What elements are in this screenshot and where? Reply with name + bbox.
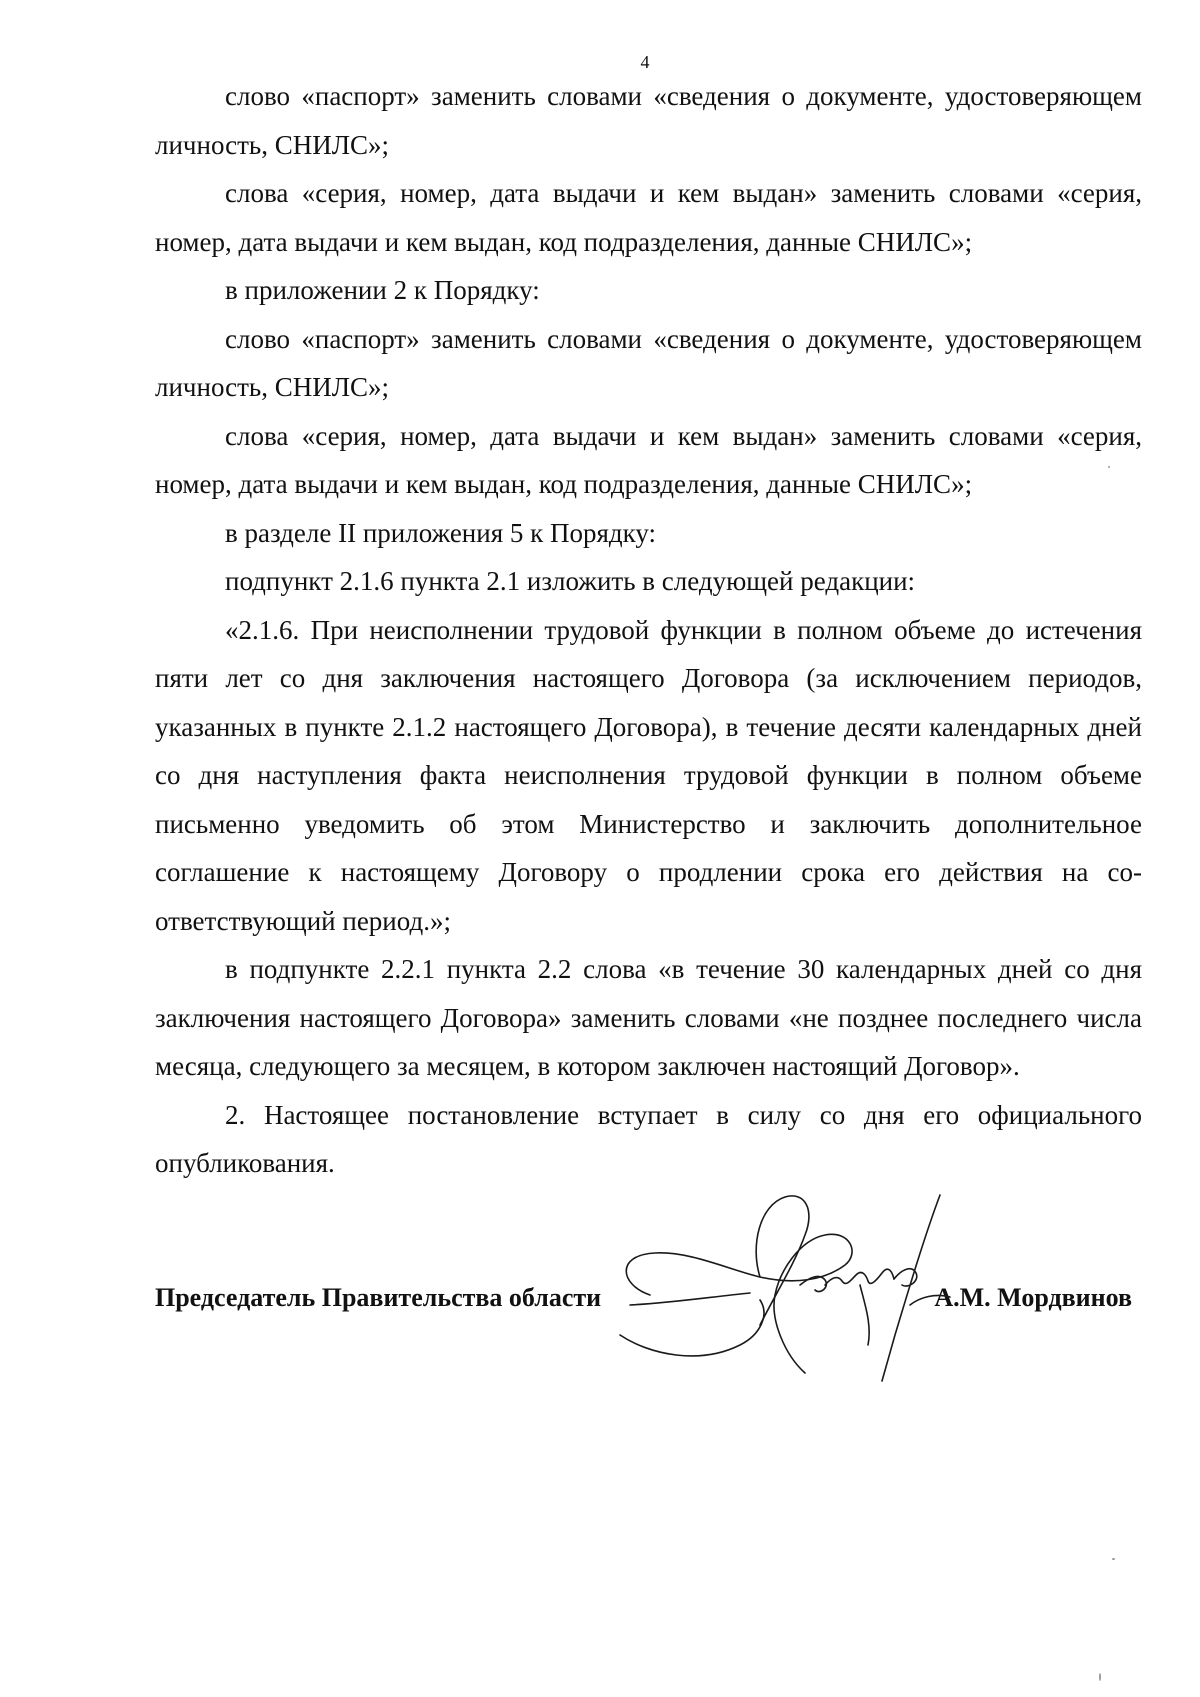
paragraph-5: слова «серия, номер, дата выдачи и кем выдан» заменить словами «серия, номер, дата выдачи и кем выдан, код подразделения, данные СНИЛС»; xyxy=(155,420,1142,499)
document-body xyxy=(155,72,1142,1188)
signatory-name: А.М. Мордвинов xyxy=(934,1283,1132,1312)
paragraph-10: 2. Настоящее постановление вступает в силу со дня его официального опубликования. xyxy=(155,1099,1142,1178)
page-number: 4 xyxy=(640,52,650,72)
paragraph-2: слова «серия, номер, дата выдачи и кем выдан» заменить словами «серия, номер, дата выдачи и кем выдан, код подразделения, данные СНИЛС»; xyxy=(155,178,1142,257)
paragraph-3: в приложении 2 к Порядку: xyxy=(225,275,540,305)
scan-speck xyxy=(1112,1558,1115,1560)
handwritten-signature xyxy=(610,1185,980,1385)
paragraph-1: слово «паспорт» заменить словами «сведения о документе, удостоверяющем личность, СНИЛС»; xyxy=(155,81,1142,160)
paragraph-7: подпункт 2.1.6 пункта 2.1 изложить в следующей редакции: xyxy=(225,566,916,596)
signatory-title: Председатель Правительства области xyxy=(155,1283,602,1312)
scan-speck xyxy=(1108,466,1110,468)
paragraph-4: слово «паспорт» заменить словами «сведения о документе, удостоверяющем личность, СНИЛС»; xyxy=(155,323,1142,402)
scan-speck xyxy=(1099,1673,1101,1681)
paragraph-8: «2.1.6. При неисполнении трудовой функции в полном объеме до истечения пяти лет со дня заключения настоящего Договора (за исключением периодов, указанных в пункте 2.1.2 настоящего Договора), в течение десяти календарных дней со дня наступления факта неисполнения трудовой функции в полном объеме письменно уведомить об этом Министерство и заключить дополнительное соглашение к настоящему Договору о продлении срока его действия на соответствующий период.»; xyxy=(155,614,1142,936)
paragraph-9: в подпункте 2.2.1 пункта 2.2 слова «в течение 30 календарных дней со дня заключения настоящего Договора» заменить словами «не позднее последнего числа месяца, следующего за месяцем, в котором заключен настоящий Договор». xyxy=(155,954,1142,1081)
paragraph-6: в разделе II приложения 5 к Порядку: xyxy=(225,517,657,548)
